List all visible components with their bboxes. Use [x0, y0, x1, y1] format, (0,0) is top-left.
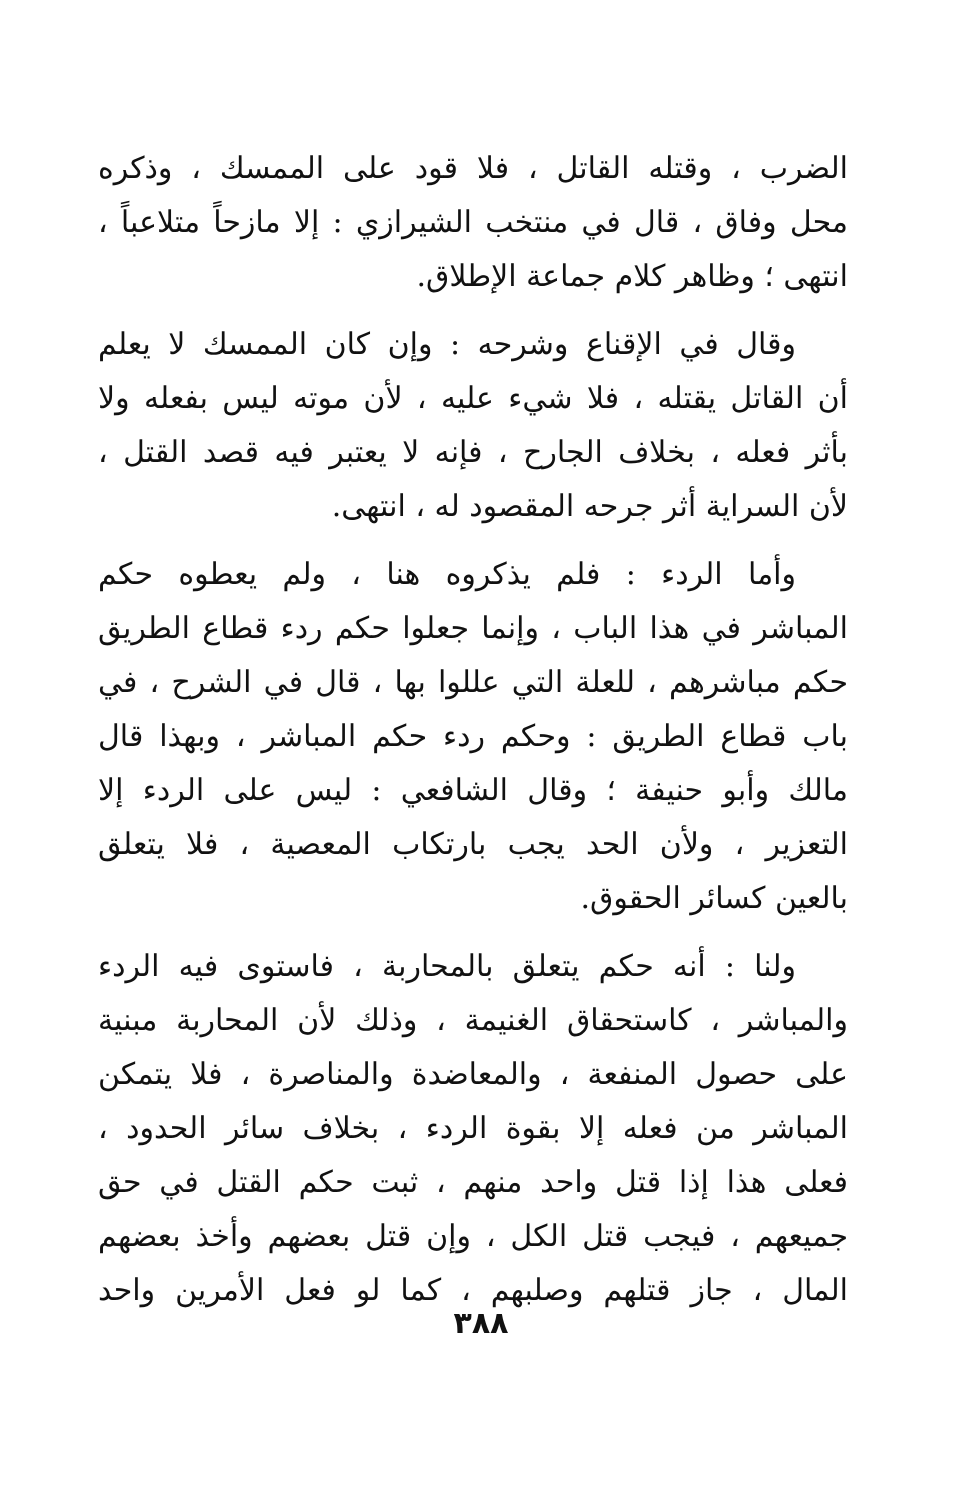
text-line: المباشر من فعله إلا بقوة الردء ، بخلاف سائر الحدود ،: [98, 1111, 848, 1146]
text-line: وقال في الإقناع وشرحه : وإن كان الممسك لا يعلم: [98, 327, 796, 362]
text-line: وأما الردء : فلم يذكروه هنا ، ولم يعطوه حكم: [98, 557, 796, 592]
page-body: [98, 142, 848, 1332]
text-line: أن القاتل يقتله ، فلا شيء عليه ، لأن موته ليس بفعله ولا: [98, 381, 848, 416]
paragraph-1: [98, 142, 848, 304]
text-line: والمباشر ، كاستحقاق الغنيمة ، وذلك لأن المحاربة مبنية: [98, 1003, 848, 1038]
text-line: فعلى هذا إذا قتل واحد منهم ، ثبت حكم القتل في حق: [98, 1165, 848, 1200]
text-line: بأثر فعله ، بخلاف الجارح ، فإنه لا يعتبر فيه قصد القتل ،: [98, 435, 848, 470]
text-line: لأن السراية أثر جرحه المقصود له ، انتهى.: [331, 489, 848, 524]
page-number: ٣٨٨: [453, 1306, 509, 1341]
paragraph-2: [98, 318, 848, 534]
paragraph-4: [98, 940, 848, 1318]
text-line: بالعين كسائر الحقوق.: [580, 881, 848, 916]
text-line: انتهى ؛ وظاهر كلام جماعة الإطلاق.: [416, 259, 848, 294]
text-line: الضرب ، وقتله القاتل ، فلا قود على الممسك ، وذكره: [98, 151, 848, 186]
text-line: المال ، جاز قتلهم وصلبهم ، كما لو فعل الأمرين واحد: [98, 1273, 848, 1308]
text-line: ولنا : أنه حكم يتعلق بالمحاربة ، فاستوى فيه الردء: [98, 949, 796, 984]
text-line: التعزير ، ولأن الحد يجب بارتكاب المعصية ، فلا يتعلق: [98, 827, 848, 862]
text-line: على حصول المنفعة ، والمعاضدة والمناصرة ، فلا يتمكن: [98, 1057, 848, 1092]
paragraph-3: [98, 548, 848, 926]
text-line: حكم مباشرهم ، للعلة التي عللوا بها ، قال في الشرح ، في: [98, 665, 848, 700]
text-line: مالك وأبو حنيفة ؛ وقال الشافعي : ليس على الردء إلا: [98, 773, 848, 808]
text-line: محل وفاق ، قال في منتخب الشيرازي : إلا مازحاً متلاعباً ،: [98, 205, 848, 240]
text-line: باب قطاع الطريق : وحكم ردء حكم المباشر ، وبهذا قال: [98, 719, 848, 754]
text-line: جميعهم ، فيجب قتل الكل ، وإن قتل بعضهم وأخذ بعضهم: [98, 1219, 848, 1254]
text-line: المباشر في هذا الباب ، وإنما جعلوا حكم ردء قطاع الطريق: [98, 611, 848, 646]
